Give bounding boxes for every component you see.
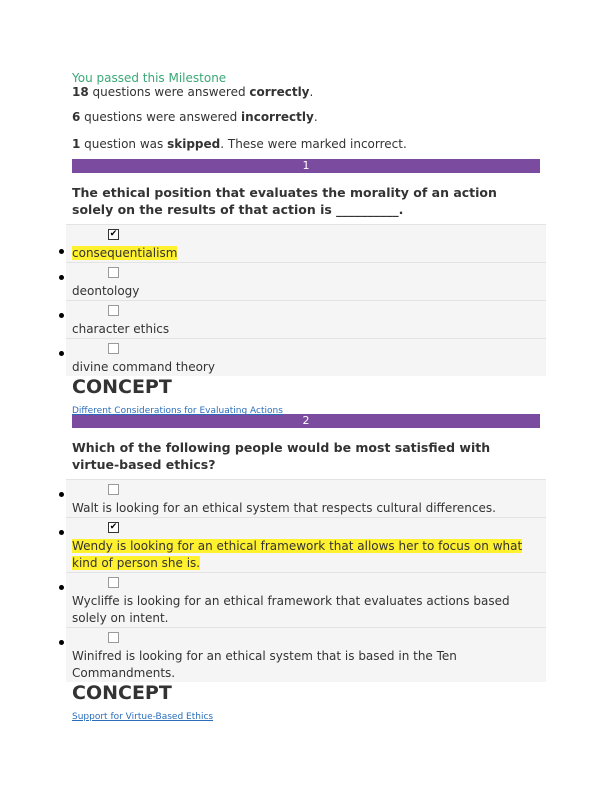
answer-option[interactable] bbox=[66, 300, 546, 338]
answer-label: Walt is looking for an ethical system that respects cultural differences. bbox=[72, 501, 496, 515]
question-1 bbox=[72, 159, 540, 417]
checkbox-unchecked-icon[interactable] bbox=[108, 343, 119, 354]
bullet-icon bbox=[59, 640, 64, 645]
checkbox-unchecked-icon[interactable] bbox=[108, 577, 119, 588]
concept-link[interactable]: Different Considerations for Evaluating Actions bbox=[72, 406, 283, 416]
correct-post: . bbox=[309, 85, 314, 99]
incorrect-pre: questions were answered bbox=[80, 110, 242, 124]
answer-option[interactable] bbox=[66, 262, 546, 300]
incorrect-post: . bbox=[313, 110, 318, 124]
skipped-count: 1 bbox=[72, 137, 81, 151]
concept-heading: CONCEPT bbox=[72, 376, 172, 398]
checkbox-unchecked-icon[interactable] bbox=[108, 305, 119, 316]
answer-label: Wycliffe is looking for an ethical framework that evaluates actions based solely on intent. bbox=[72, 594, 510, 625]
incorrect-word: incorrectly bbox=[241, 110, 314, 124]
question-number-bar: 1 bbox=[72, 159, 540, 173]
bullet-icon bbox=[59, 275, 64, 280]
summary-skipped bbox=[72, 137, 540, 152]
answer-label: Winifred is looking for an ethical system that is based in the Ten Commandments. bbox=[72, 649, 457, 680]
checkbox-unchecked-icon[interactable] bbox=[108, 632, 119, 643]
bullet-icon bbox=[59, 249, 64, 254]
answer-option[interactable] bbox=[66, 479, 546, 517]
answer-option[interactable] bbox=[66, 572, 546, 627]
question-2 bbox=[72, 414, 540, 723]
summary-incorrect bbox=[72, 110, 540, 125]
answer-label: consequentialism bbox=[72, 246, 178, 260]
answer-label: Wendy is looking for an ethical framework that allows her to focus on what kind of person she is. bbox=[72, 539, 523, 570]
question-number-bar: 2 bbox=[72, 414, 540, 428]
milestone-results bbox=[72, 71, 540, 723]
concept-heading: CONCEPT bbox=[72, 682, 172, 704]
skipped-post: . These were marked incorrect. bbox=[220, 137, 407, 151]
correct-pre: questions were answered bbox=[88, 85, 250, 99]
bullet-icon bbox=[59, 585, 64, 590]
passed-status: You passed this Milestone bbox=[72, 71, 227, 85]
question-text: Which of the following people would be most satisfied with virtue-based ethics? bbox=[72, 440, 491, 472]
answer-label: character ethics bbox=[72, 322, 170, 336]
summary-correct bbox=[72, 85, 540, 100]
question-text: The ethical position that evaluates the morality of an action solely on the results of that action is __________. bbox=[72, 185, 497, 217]
skipped-pre: question was bbox=[80, 137, 168, 151]
incorrect-count: 6 bbox=[72, 110, 81, 124]
checkbox-checked-icon[interactable]: ✔ bbox=[109, 229, 118, 239]
answer-label: deontology bbox=[72, 284, 140, 298]
correct-count: 18 bbox=[72, 85, 89, 99]
skipped-word: skipped bbox=[167, 137, 221, 151]
bullet-icon bbox=[59, 351, 64, 356]
answer-option[interactable] bbox=[66, 224, 546, 262]
correct-word: correctly bbox=[249, 85, 310, 99]
answer-option[interactable] bbox=[66, 627, 546, 682]
bullet-icon bbox=[59, 492, 64, 497]
answer-label: divine command theory bbox=[72, 360, 215, 374]
concept-link[interactable]: Support for Virtue-Based Ethics bbox=[72, 712, 214, 722]
checkbox-checked-icon[interactable]: ✔ bbox=[109, 522, 118, 532]
answer-list bbox=[72, 479, 540, 682]
checkbox-unchecked-icon[interactable] bbox=[108, 267, 119, 278]
bullet-icon bbox=[59, 313, 64, 318]
answer-option[interactable] bbox=[66, 338, 546, 376]
checkbox-unchecked-icon[interactable] bbox=[108, 484, 119, 495]
answer-option[interactable] bbox=[66, 517, 546, 572]
answer-list bbox=[72, 224, 540, 376]
bullet-icon bbox=[59, 530, 64, 535]
